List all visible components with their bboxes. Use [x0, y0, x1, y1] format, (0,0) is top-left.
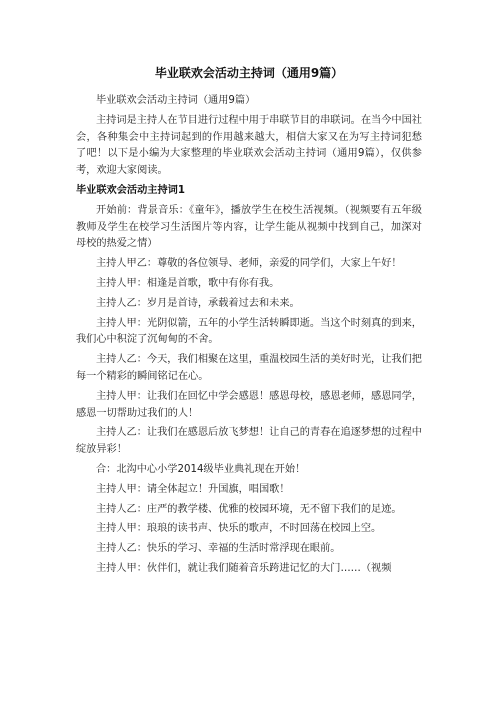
- body-paragraph: 主持人甲：伙伴们，就让我们随着音乐跨进记忆的大门……（视频: [96, 562, 392, 574]
- body-paragraph: 主持人乙：快乐的学习、幸福的生活时常浮现在眼前。: [96, 543, 341, 555]
- body-paragraph: 主持人甲：琅琅的读书声、快乐的歌声，不时回荡在校园上空。: [96, 523, 382, 535]
- intro-paragraph: 毕业联欢会活动主持词（通用9篇）: [96, 95, 256, 106]
- body-paragraph: 主持人乙：今天，我们相聚在这里，重温校园生活的美好时光，让我们把每一个精彩的瞬间铭记在心。: [76, 354, 422, 382]
- body-paragraph: 开始前：背景音乐：《童年》，播放学生在校生活视频。（视频要有五年级教师及学生在校学习生活图片等内容，让学生能从视频中找到自己，加深对母校的热爱之情）: [76, 204, 422, 250]
- body-paragraph: 主持人甲乙：尊敬的各位领导、老师，亲爱的同学们，大家上午好！: [96, 258, 402, 270]
- body-paragraph: 主持人甲：请全体起立！升国旗，唱国歌！: [96, 483, 290, 495]
- body-paragraph: 主持人甲：相逢是首歌，歌中有你有我。: [96, 277, 280, 289]
- body-paragraph: 合：北沟中心小学2014级毕业典礼现在开始！: [96, 463, 306, 475]
- body-paragraph: 主持人乙：岁月是首诗，承载着过去和未来。: [96, 297, 300, 309]
- intro-paragraph: 主持词是主持人在节目进行过程中用于串联节目的串联词。在当今中国社会，各种集会中主持词起到的作用越来越大，相信大家又在为写主持词犯愁了吧！以下是小编为大家整理的毕业联欢会活动主持词（通用9篇），仅供参考，欢迎大家阅读。: [76, 114, 422, 177]
- document-page: [76, 56, 422, 581]
- body-paragraph: 主持人甲：光阴似箭，五年的小学生活转瞬即逝。当这个时刻真的到来，我们心中积淀了沉甸甸的不舍。: [76, 317, 422, 346]
- body-paragraph: 主持人甲：让我们在回忆中学会感恩！感恩母校，感恩老师，感恩同学，感恩一切帮助过我们的人！: [76, 390, 422, 419]
- section-heading: 毕业联欢会活动主持词1: [76, 184, 185, 196]
- document-title: 毕业联欢会活动主持词（通用9篇）: [154, 66, 344, 80]
- body-paragraph: 主持人乙：庄严的教学楼、优雅的校园环境，无不留下我们的足迹。: [96, 503, 402, 515]
- body-paragraph: 主持人乙：让我们在感恩后放飞梦想！让自己的青春在追逐梦想的过程中绽放异彩！: [76, 427, 422, 456]
